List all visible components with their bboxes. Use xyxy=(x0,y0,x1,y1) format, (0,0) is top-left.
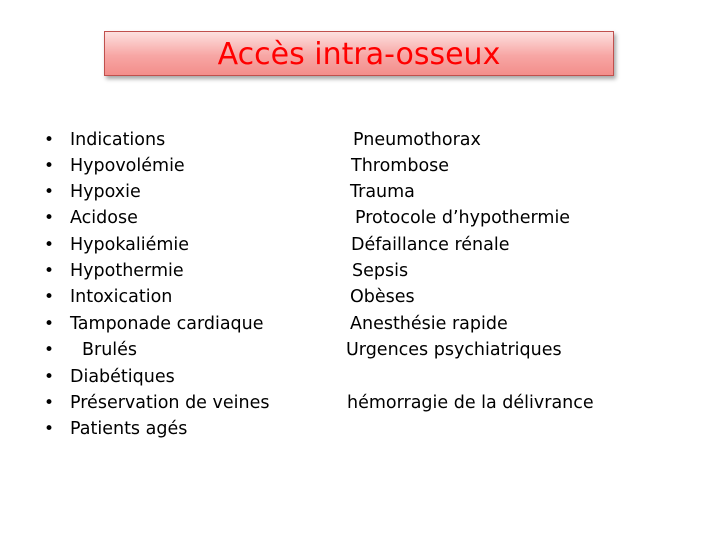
bullet-icon: • xyxy=(44,235,55,255)
list-row xyxy=(0,418,720,440)
bullet-icon: • xyxy=(44,393,55,413)
bullet-icon: • xyxy=(44,208,55,228)
indication-item: Hypothermie xyxy=(70,261,184,281)
indication-item: Patients agés xyxy=(70,419,188,439)
indication-item-right: Trauma xyxy=(350,182,415,202)
bullet-icon: • xyxy=(44,287,55,307)
list-row xyxy=(0,181,720,203)
list-row xyxy=(0,155,720,177)
list-row xyxy=(0,286,720,308)
list-row xyxy=(0,260,720,282)
bullet-icon: • xyxy=(44,340,55,360)
indication-item: Diabétiques xyxy=(70,367,175,387)
list-row xyxy=(0,207,720,229)
indication-item: Indications xyxy=(70,130,166,150)
list-row xyxy=(0,129,720,151)
indication-item: Hypovolémie xyxy=(70,156,185,176)
indication-item: Préservation de veines xyxy=(70,393,270,413)
bullet-icon: • xyxy=(44,367,55,387)
indication-item-right: Pneumothorax xyxy=(353,130,481,150)
list-row xyxy=(0,392,720,414)
indication-item-right: Protocole d’hypothermie xyxy=(355,208,571,228)
indication-item-right: Défaillance rénale xyxy=(351,235,510,255)
bullet-icon: • xyxy=(44,182,55,202)
list-row xyxy=(0,234,720,256)
bullet-icon: • xyxy=(44,419,55,439)
slide-title: Accès intra-osseux xyxy=(217,36,501,72)
indication-item-right: Thrombose xyxy=(351,156,450,176)
indication-item: Tamponade cardiaque xyxy=(70,314,264,334)
indication-item: Hypokaliémie xyxy=(70,235,190,255)
list-row xyxy=(0,366,720,388)
indication-item: Intoxication xyxy=(70,287,173,307)
bullet-icon: • xyxy=(44,314,55,334)
list-row xyxy=(0,313,720,335)
list-row xyxy=(0,339,720,361)
indication-item: Acidose xyxy=(70,208,138,228)
indication-item-right: Obèses xyxy=(350,287,415,307)
bullet-icon: • xyxy=(44,156,55,176)
indication-item: Brulés xyxy=(82,340,138,360)
indication-item-right: Urgences psychiatriques xyxy=(346,340,562,360)
indication-item-right: hémorragie de la délivrance xyxy=(347,393,594,413)
indication-item-right: Sepsis xyxy=(352,261,409,281)
bullet-icon: • xyxy=(44,261,55,281)
indication-item: Hypoxie xyxy=(70,182,141,202)
indication-item-right: Anesthésie rapide xyxy=(350,314,508,334)
bullet-icon: • xyxy=(44,130,55,150)
